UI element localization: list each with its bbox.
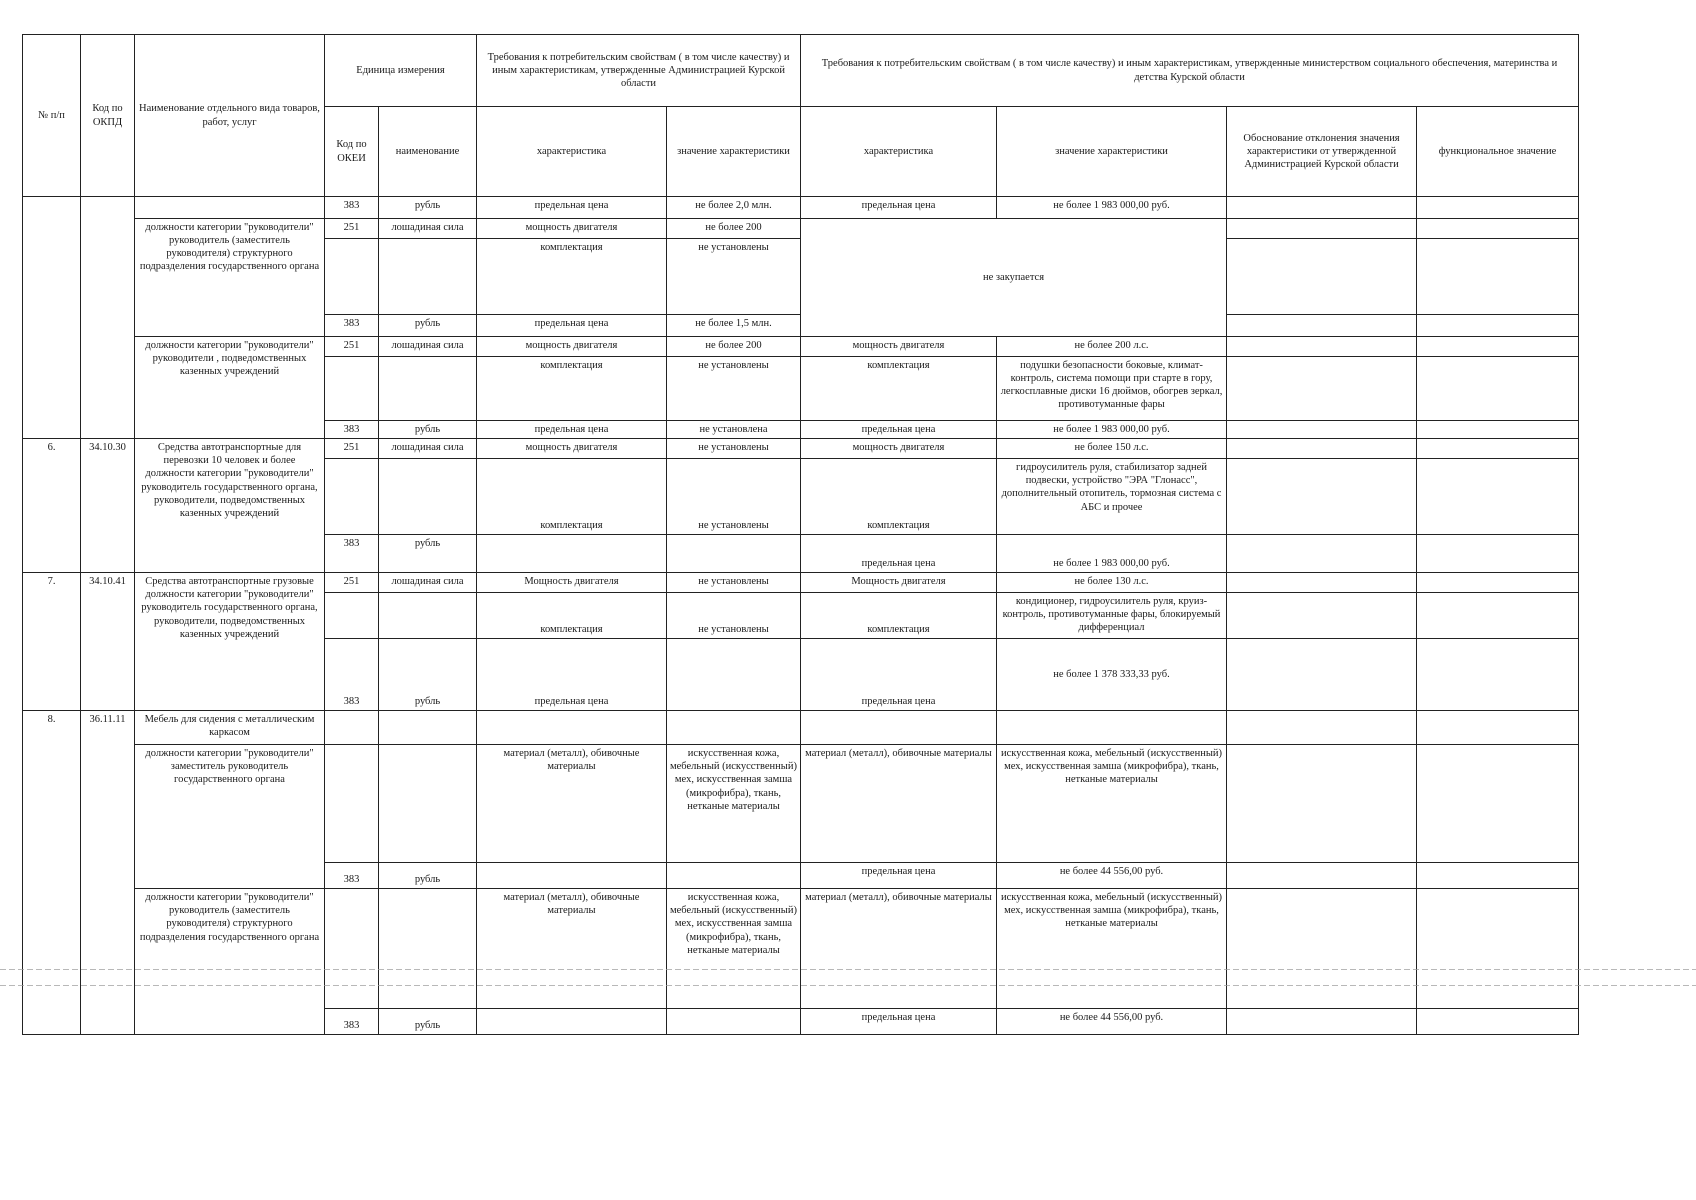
- section-okpd: 36.11.11: [81, 711, 135, 1035]
- header-char: характеристика: [477, 107, 667, 197]
- section-name: Средства автотранспортные грузовые должности категории "руководители" руководитель государственного органа, руководители, подведомственных казенных учреждений: [135, 573, 325, 711]
- table-row: [23, 711, 1579, 745]
- table-row: комплектация не установлены комплектация гидроусилитель руля, стабилизатор задней подвески, устройство "ЭРА "Глонасс", дополнительный отопитель, тормозная система с АБС и прочее: [23, 459, 1579, 535]
- header-item-name: Наименование отдельного вида товаров, работ, услуг: [135, 35, 325, 197]
- okei-cell: 383: [325, 197, 379, 219]
- header-char-2: характеристика: [801, 107, 997, 197]
- unit-cell: рубль: [379, 197, 477, 219]
- table-row: 6. 34.10.30 Средства автотранспортные для перевозки 10 человек и более должности категории "руководители" руководитель государственного органа, руководители, подведомственных казенных учреждений 251 лошадиная сила мощность двигателя не установлены мощность двигателя не более 150 л.с.: [23, 439, 1579, 459]
- header-unit-name: наименование: [379, 107, 477, 197]
- section-num: 7.: [23, 573, 81, 711]
- value-cell: не более 2,0 млн.: [667, 197, 801, 219]
- table-row: 383 рубль предельная цена не установлена предельная цена не более 1 983 000,00 руб.: [23, 421, 1579, 439]
- category-cell: должности категории "руководители" заместитель руководитель государственного органа: [135, 745, 325, 889]
- table-row: 7. 34.10.41 Средства автотранспортные грузовые должности категории "руководители" руководитель государственного органа, руководители, подведомственных казенных учреждений 251 лошадиная сила Мощность двигателя не установлены Мощность двигателя не более 130 л.с.: [23, 573, 1579, 593]
- header-unit-group: Единица измерения: [325, 35, 477, 107]
- section-okpd: 34.10.30: [81, 439, 135, 573]
- table-row: должности категории "руководители" заместитель руководитель государственного органа материал (металл), обивочные материалы искусственная кожа, мебельный (искусственный) мех, искусственная замша (микрофибра), ткань, нетканые материалы материал (металл), обивочные материалы искусственная кожа, мебельный (искусственный) мех, искусственная замша (микрофибра), ткань, нетканые материалы: [23, 745, 1579, 863]
- section-num: 6.: [23, 439, 81, 573]
- header-okpd: Код по ОКПД: [81, 35, 135, 197]
- requirements-table: [22, 34, 1579, 439]
- section-num: 8.: [23, 711, 81, 1035]
- scan-artifact-line: [0, 969, 1696, 970]
- table-row: комплектация не установлены комплектация подушки безопасности боковые, климат-контроль, система помощи при старте в гору, легкосплавные диски 16 дюймов, обогрев зеркал, противотуманные фары: [23, 357, 1579, 421]
- char-cell: предельная цена: [477, 197, 667, 219]
- header-req-admin: Требования к потребительским свойствам ( в том числе качеству) и иным характеристикам, утвержденные Администрацией Курской области: [477, 35, 801, 107]
- category-cell: должности категории "руководители" руководитель (заместитель руководителя) структурного подразделения государственного органа: [135, 889, 325, 1035]
- header-okei: Код по ОКЕИ: [325, 107, 379, 197]
- table-row: [23, 197, 1579, 219]
- header-char-value: значение характеристики: [667, 107, 801, 197]
- category-cell: должности категории "руководители" руководитель (заместитель руководителя) структурного подразделения государственного органа: [135, 219, 325, 337]
- table-row: 383 рубль предельная цена не более 1,5 млн.: [23, 315, 1579, 337]
- section-name: Мебель для сидения с металлическим каркасом: [135, 711, 325, 745]
- section-okpd: 34.10.41: [81, 573, 135, 711]
- table-row: 383 рубль предельная цена не более 44 556,00 руб.: [23, 863, 1579, 889]
- category-cell: должности категории "руководители" руководители , подведомственных казенных учреждений: [135, 337, 325, 439]
- char2-cell: предельная цена: [801, 197, 997, 219]
- table-row: должности категории "руководители" руководитель (заместитель руководителя) структурного подразделения государственного органа материал (металл), обивочные материалы искусственная кожа, мебельный (искусственный) мех, искусственная замша (микрофибра), ткань, нетканые материалы материал (металл), обивочные материалы искусственная кожа, мебельный (искусственный) мех, искусственная замша (микрофибра), ткань, нетканые материалы: [23, 889, 1579, 1009]
- value2-cell: не более 1 983 000,00 руб.: [997, 197, 1227, 219]
- header-req-ministry: Требования к потребительским свойствам ( в том числе качеству) и иным характеристикам, утвержденные министерством социального обеспечения, материнства и детства Курской области: [801, 35, 1579, 107]
- header-justification: Обоснование отклонения значения характеристики от утвержденной Администрацией Курской области: [1227, 107, 1417, 197]
- table-row: должности категории "руководители" руководитель (заместитель руководителя) структурного подразделения государственного органа 251 лошадиная сила мощность двигателя не более 200 не закупается: [23, 219, 1579, 239]
- table-header: [23, 35, 1579, 197]
- table-row: комплектация не установлены: [23, 239, 1579, 315]
- scan-artifact-line: [0, 985, 1696, 986]
- document-sheet: [22, 34, 1579, 1035]
- header-num: № п/п: [23, 35, 81, 197]
- table-row: 383 рубль предельная цена предельная цена не более 1 378 333,33 руб.: [23, 639, 1579, 711]
- not-purchased-cell: не закупается: [801, 219, 1227, 337]
- requirements-table-cont: [22, 438, 1579, 1035]
- header-functional: функциональное значение: [1417, 107, 1579, 197]
- table-row: 383 рубль предельная цена не более 1 983 000,00 руб.: [23, 535, 1579, 573]
- section-name: Средства автотранспортные для перевозки 10 человек и более должности категории "руководители" руководитель государственного органа, руководители, подведомственных казенных учреждений: [135, 439, 325, 573]
- header-char-value-2: значение характеристики: [997, 107, 1227, 197]
- table-row: 383 рубль предельная цена не более 44 556,00 руб.: [23, 1009, 1579, 1035]
- table-row: комплектация не установлены комплектация кондиционер, гидроусилитель руля, круиз-контроль, противотуманные фары, блокируемый дифференциал: [23, 593, 1579, 639]
- table-row: должности категории "руководители" руководители , подведомственных казенных учреждений 251 лошадиная сила мощность двигателя не более 200 мощность двигателя не более 200 л.с.: [23, 337, 1579, 357]
